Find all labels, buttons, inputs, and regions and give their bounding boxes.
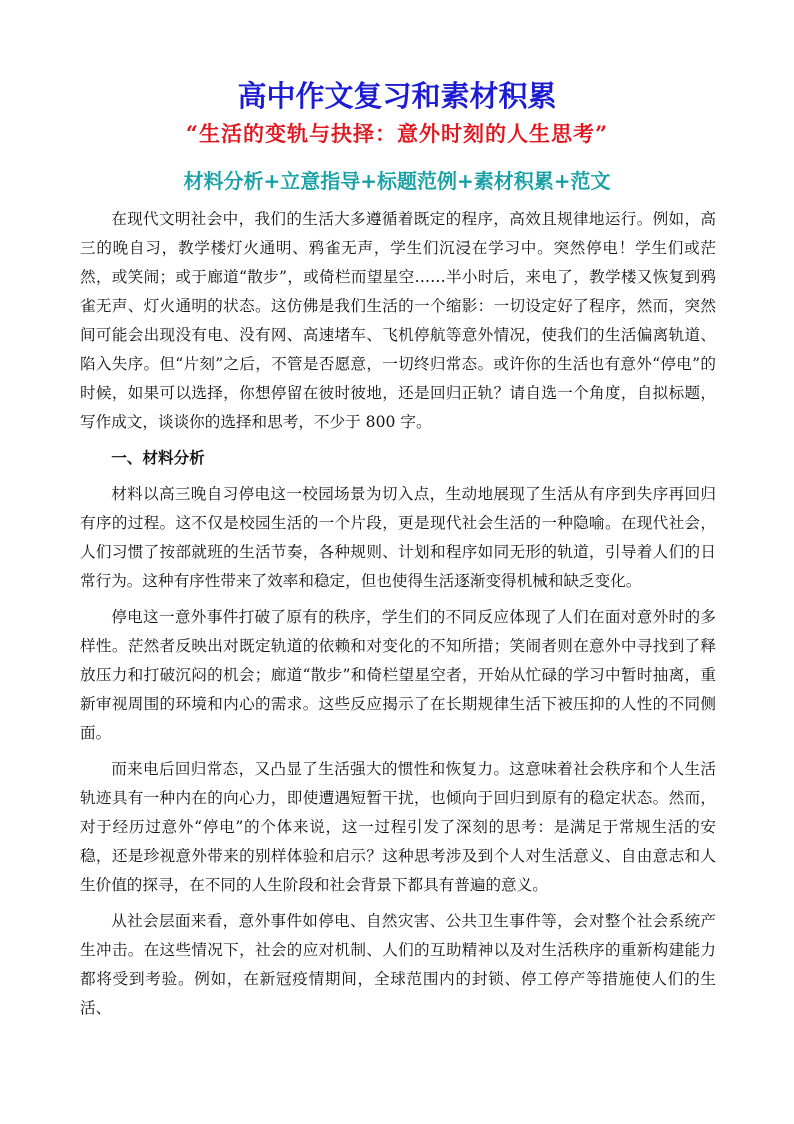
section-heading-material-analysis: 一、材料分析 (111, 449, 205, 467)
document-tagline: 材料分析+立意指导+标题范例+素材积累+范文 (183, 169, 611, 193)
document-subtitle: “生活的变轨与抉择：意外时刻的人生思考” (185, 121, 609, 146)
analysis-paragraph-3: 而来电后回归常态，又凸显了生活强大的惯性和恢复力。这意味着社会秩序和个人生活轨迹具有一种内在的向心力，即使遭遇短暂干扰，也倾向于回归到原有的稳定状态。然而，对于经历过意外“停电”的个体来说，这一过程引发了深刻的思考：是满足于常规生活的安稳，还是珍视意外带来的别样体验和启示？这种思考涉及到个人对生活意义、自由意志和人生价值的探寻，在不同的人生阶段和社会背景下都具有普遍的意义。 (80, 760, 716, 894)
document-body (80, 205, 716, 1030)
analysis-paragraph-4: 从社会层面来看，意外事件如停电、自然灾害、公共卫生事件等，会对整个社会系统产生冲击。在这些情况下，社会的应对机制、人们的互助精神以及对生活秩序的重新构建能力都将受到考验。例如，在新冠疫情期间，全球范围内的封锁、停工停产等措施使人们的生活、 (80, 912, 716, 1017)
prompt-paragraph: 在现代文明社会中，我们的生活大多遵循着既定的程序，高效且规律地运行。例如，高三的晚自习，教学楼灯火通明、鸦雀无声，学生们沉浸在学习中。突然停电！学生们或茫然，或笑闹；或于廊道“散步”，或倚栏而望星空……半小时后，来电了，教学楼又恢复到鸦雀无声、灯火通明的状态。这仿佛是我们生活的一个缩影：一切设定好了程序，然而，突然间可能会出现没有电、没有网、高速堵车、飞机停航等意外情况，使我们的生活偏离轨道、陷入失序。但“片刻”之后，不管是否愿意，一切终归常态。或许你的生活也有意外“停电”的时候，如果可以选择，你想停留在彼时彼地，还是回归正轨？请自选一个角度，自拟标题，写作成文，谈谈你的选择和思考，不少于 800 字。 (80, 210, 716, 431)
document-title: 高中作文复习和素材积累 (237, 79, 557, 113)
analysis-paragraph-1: 材料以高三晚自习停电这一校园场景为切入点，生动地展现了生活从有序到失序再回归有序的过程。这不仅是校园生活的一个片段，更是现代社会生活的一种隐喻。在现代社会，人们习惯了按部就班的生活节奏，各种规则、计划和程序如同无形的轨道，引导着人们的日常行为。这种有序性带来了效率和稳定，但也使得生活逐渐变得机械和缺乏变化。 (80, 485, 716, 590)
analysis-paragraph-2: 停电这一意外事件打破了原有的秩序，学生们的不同反应体现了人们在面对意外时的多样性。茫然者反映出对既定轨道的依赖和对变化的不知所措；笑闹者则在意外中寻找到了释放压力和打破沉闷的机会；廊道“散步”和倚栏望星空者，开始从忙碌的学习中暂时抽离，重新审视周围的环境和内心的需求。这些反应揭示了在长期规律生活下被压抑的人性的不同侧面。 (80, 608, 716, 742)
